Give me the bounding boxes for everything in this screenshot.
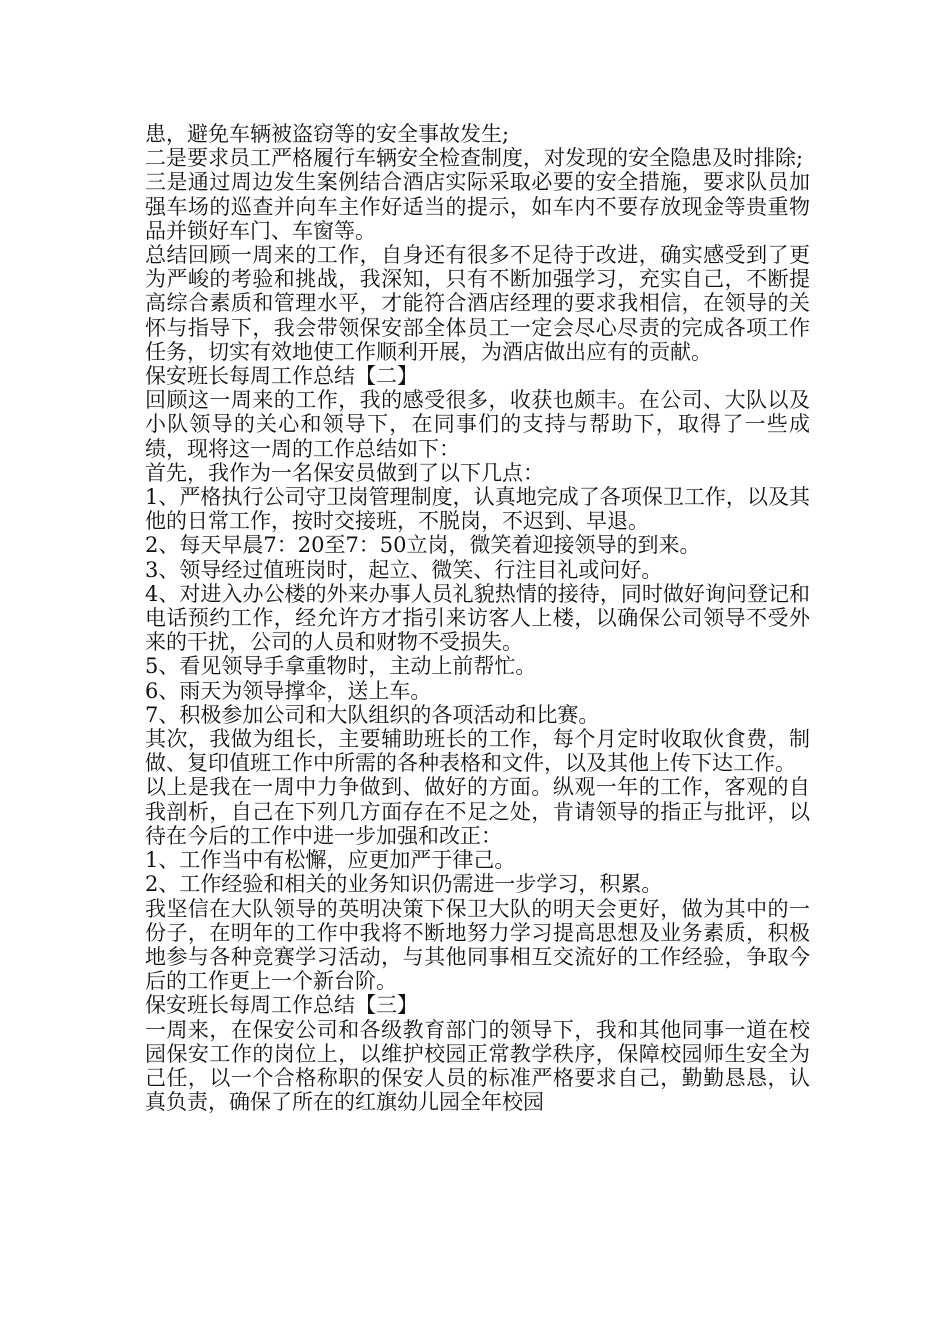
document-body: [145, 122, 810, 1114]
paragraph-intro-three: 一周来，在保安公司和各级教育部门的领导下，我和其他同事一道在校园保安工作的岗位上，以维护校园正常教学秩序，保障校园师生安全为己任，以一个合格称职的保安人员的标准严格要求自己，勤勤恳恳，认真负责，确保了所在的红旗幼儿园全年校园: [145, 1017, 810, 1115]
paragraph-case-measures: 三是通过周边发生案例结合酒店实际采取必要的安全措施，要求队员加强车场的巡查并向车主作好适当的提示，如车内不要存放现金等贵重物品并锁好车门、车窗等。: [145, 170, 810, 243]
paragraph-review-summary: 总结回顾一周来的工作，自身还有很多不足待于改进，确实感受到了更为严峻的考验和挑战，我深知，只有不断加强学习，充实自己，不断提高综合素质和管理水平，才能符合酒店经理的要求我相信，在领导的关怀与指导下，我会带领保安部全体员工一定会尽心尽责的完成各项工作任务，切实有效地使工作顺利开展，为酒店做出应有的贡献。: [145, 243, 810, 364]
paragraph-intro-two: 回顾这一周来的工作，我的感受很多，收获也颇丰。在公司、大队以及小队领导的关心和领导下，在同事们的支持与帮助下，取得了一些成绩，现将这一周的工作总结如下：: [145, 388, 810, 461]
paragraph-team-leader-duties: 其次，我做为组长，主要辅助班长的工作，每个月定时收取伙食费，制做、复印值班工作中所需的各种表格和文件，以及其他上传下达工作。: [145, 727, 810, 776]
shortcoming-item-2: 2、工作经验和相关的业务知识仍需进一步学习，积累。: [145, 872, 663, 897]
list-item-1: 1、严格执行公司守卫岗管理制度，认真地完成了各项保卫工作，以及其他的日常工作，按时交接班，不脱岗，不迟到、早退。: [145, 485, 810, 534]
list-item-7: 7、积极参加公司和大队组织的各项活动和比赛。: [145, 702, 600, 727]
paragraph-vehicle-inspection: 二是要求员工严格履行车辆安全检查制度，对发现的安全隐患及时排除;: [145, 146, 804, 171]
list-item-6: 6、雨天为领导撑伞，送上车。: [145, 678, 432, 703]
paragraph-car-safety-continued: 患，避免车辆被盗窃等的安全事故发生;: [145, 122, 510, 146]
list-item-2: 2、每天早晨7：20至7：50立岗，微笑着迎接领导的到来。: [145, 533, 701, 558]
list-item-4: 4、对进入办公楼的外来办事人员礼貌热情的接待，同时做好询问登记和电话预约工作，经允许方才指引来访客人上楼，以确保公司领导不受外来的干扰，公司的人员和财物不受损失。: [145, 581, 810, 655]
list-item-5: 5、看见领导手拿重物时，主动上前帮忙。: [145, 654, 537, 679]
paragraph-self-analysis: 以上是我在一周中力争做到、做好的方面。纵观一年的工作，客观的自我剖析，自己在下列几方面存在不足之处，肯请领导的指正与批评，以待在今后的工作中进一步加强和改正：: [145, 775, 810, 848]
paragraph-first-points: 首先，我作为一名保安员做到了以下几点：: [145, 460, 544, 485]
section-heading-three: 保安班长每周工作总结【三】: [145, 993, 418, 1018]
section-heading-two: 保安班长每周工作总结【二】: [145, 364, 418, 389]
list-item-3: 3、领导经过值班岗时，起立、微笑、行注目礼或问好。: [145, 557, 663, 582]
shortcoming-item-1: 1、工作当中有松懈，应更加严于律己。: [145, 848, 516, 873]
paragraph-outlook: 我坚信在大队领导的英明决策下保卫大队的明天会更好，做为其中的一份子，在明年的工作中我将不断地努力学习提高思想及业务素质，积极地参与各种竞赛学习活动，与其他同事相互交流好的工作经验，争取今后的工作更上一个新台阶。: [145, 896, 810, 994]
